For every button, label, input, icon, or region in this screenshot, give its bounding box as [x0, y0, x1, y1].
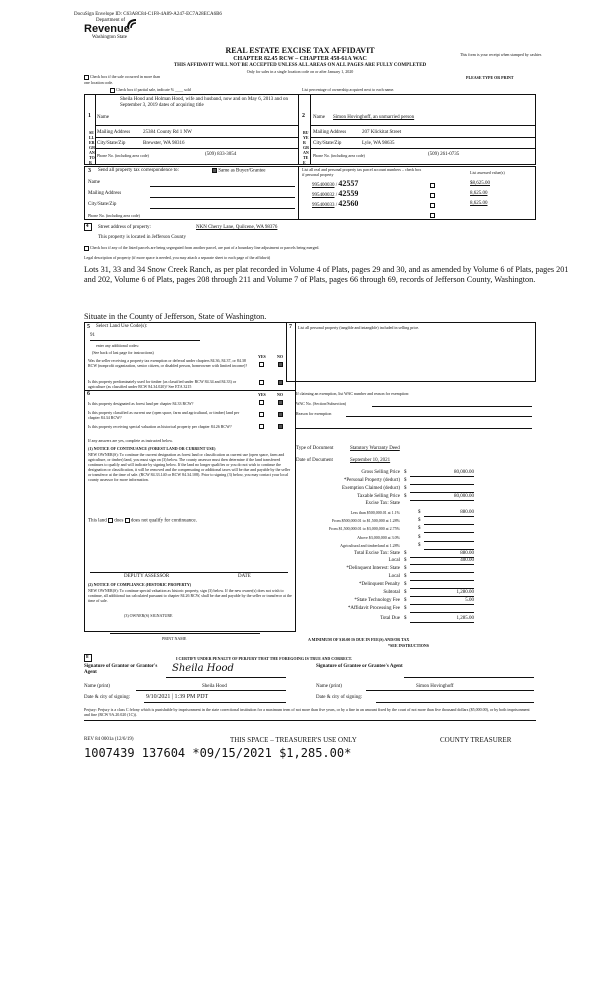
dollar-sign: $: [404, 590, 407, 595]
divider: [410, 572, 474, 573]
yes-header: YES: [258, 392, 266, 397]
divider: [150, 208, 295, 209]
street-label: Street address of property:: [98, 225, 151, 230]
divider: [296, 428, 532, 429]
same-as-buyer-label: Same as Buyer/Grantee: [218, 168, 266, 174]
tax-row-label: Less than $500,000.01 at 1.1%: [350, 510, 400, 515]
divider: [110, 633, 260, 634]
section-3-number: 3: [88, 168, 91, 174]
seller-phone: (509) 833-3054: [205, 152, 237, 157]
street-address: NKN Cherry Lane, Quilcene, WA 98376: [196, 225, 278, 230]
q5-1: Was the seller receiving a property tax exemption or deferral under chapters 84.36, 84.37, or 84.38 RCW (nonprofit organization, senior citizen, or disabled person, homeowner with limited income)?: [88, 358, 248, 368]
parcel-row: 995400033 / 42560: [312, 199, 359, 208]
grantor-date: 9/10/2021 | 1:39 PM PDT: [146, 694, 209, 700]
tax-row-label: Agricultural and timberland at 1.28%: [340, 543, 400, 548]
buyer-address-label: Mailing Address: [313, 130, 347, 135]
q6-1-no-checkbox[interactable]: [278, 400, 283, 405]
tax-row-label: Exemption Claimed (deduct): [341, 486, 400, 491]
parcel-value: 8,625.00: [470, 201, 488, 206]
divider: [404, 677, 534, 678]
personal-property-checkbox[interactable]: [430, 183, 435, 188]
agency-line1: Department of: [96, 18, 126, 23]
tax-row-label: *Affidavit Processing Fee: [347, 606, 400, 611]
sales-note: Only for sales in a single location code on or after January 1, 2020: [246, 69, 354, 74]
this-land-label: This land: [88, 518, 107, 524]
tax-row-label: *Personal Property (deduct): [343, 478, 400, 483]
divider: [310, 125, 536, 126]
buyer-phone: (509) 261-0735: [428, 152, 460, 157]
segregated-row[interactable]: [84, 245, 319, 251]
deputy-assessor-label: DEPUTY ASSESSOR: [124, 574, 170, 579]
divider: [366, 690, 534, 691]
q6-3-yes-checkbox[interactable]: [259, 424, 264, 429]
buyer-name: Simon Hovinghoff, an unmarried person: [333, 115, 415, 120]
print-name-label: PRINT NAME: [162, 636, 187, 641]
date-label: DATE: [238, 574, 251, 579]
perjury-note: Perjury: Perjury is a class C felony which is punishable by imprisonment in the state correctional institution for a maximum term of not more than five years, or by a fine in an amount fixed by the court of not more than five thousand dollars ($5,000.00), or by both imprisonment and fine (RCW 9A.20.020 (1C)).: [84, 707, 530, 717]
dollar-sign: $: [418, 543, 421, 548]
tax-row-value: 880.00: [460, 510, 474, 515]
divider: [310, 94, 311, 165]
wac-label: WAC No. (Section/Subsection): [296, 401, 347, 406]
grantor-name-print-label: Name (print): [84, 684, 110, 689]
multi-location-label: Check box if the sale occurred in more than one location code.: [84, 74, 160, 85]
dollar-sign: $: [404, 470, 407, 475]
segregated-label: Check box if any of the listed parcels are being segregated from another parcel, are part of a boundary line adjustment or parcels being merged.: [90, 245, 320, 250]
corr-name-label: Name: [88, 180, 100, 185]
dollar-sign: $: [404, 606, 407, 611]
buyer-side-label: BUYER GRANTEE: [303, 130, 309, 165]
sold-label: sold: [184, 87, 191, 92]
additional-codes-label: enter any additional codes:: [96, 343, 139, 348]
no-header: NO: [277, 354, 283, 359]
divider: [372, 406, 532, 407]
dollar-sign: $: [418, 518, 421, 523]
tax-correspondence-label: Send all property tax correspondence to:: [98, 168, 179, 173]
divider: [424, 532, 474, 533]
divider: [424, 516, 474, 517]
tax-row-label: *State Technology Fee: [354, 598, 400, 603]
does-label: does: [114, 518, 124, 524]
dollar-sign: $: [404, 574, 407, 579]
form-title: REAL ESTATE EXCISE TAX AFFIDAVIT: [225, 46, 375, 55]
divider: [150, 197, 295, 198]
seller-name-label: Name: [97, 115, 109, 120]
q6-3-no-checkbox[interactable]: [278, 424, 283, 429]
continuance-row: [88, 518, 197, 525]
print-note: PLEASE TYPE OR PRINT: [466, 75, 514, 80]
grantor-signature-label: Signature of Grantor or Grantor's Agent: [84, 664, 158, 675]
divider: [90, 572, 288, 573]
tax-row-label: *Delinquent Interest: State: [346, 566, 400, 571]
partial-sale-row[interactable]: Check box if partial sale, indicate % ____ sold: [110, 87, 191, 93]
checkbox[interactable]: [110, 88, 115, 93]
doc-type-label: Type of Document: [296, 446, 334, 451]
docusign-envelope-id: DocuSign Envelope ID: C63A8C84-C1F8-4A89-A247-EC7A28ECA6B6: [74, 12, 222, 17]
q6-2-yes-checkbox[interactable]: [259, 412, 264, 417]
q5-1-no-checkbox[interactable]: [278, 362, 283, 367]
section-7-number: 7: [289, 324, 292, 330]
parcels-header: List all real and personal property tax parcel account numbers – check box if personal property: [302, 167, 422, 177]
ownership-note: List percentage of ownership acquired next to each name.: [302, 87, 395, 92]
corr-city-label: City/State/Zip: [88, 202, 117, 207]
divider: [310, 148, 536, 149]
divider: [95, 125, 298, 126]
treasurer-stamp: 1007439 137604 *09/15/2021 $1,285.00*: [84, 746, 352, 760]
agency-name: Revenue: [84, 23, 130, 35]
divider: [95, 148, 298, 149]
personal-property-label: List all personal property (tangible and intangible) included in selling price.: [298, 325, 420, 330]
owner-signature-label: (3) OWNER(S) SIGNATURE: [124, 613, 173, 618]
q5-2-no-checkbox[interactable]: [278, 380, 283, 385]
parcel-value: $8,625.00: [470, 181, 490, 186]
q6-1: Is this property designated as forest land per chapter 84.33 RCW?: [88, 401, 194, 406]
seller-phone-label: Phone No. (including area code): [97, 153, 149, 158]
tax-row-label: Local: [388, 574, 400, 579]
land-use-value: 91: [90, 333, 95, 338]
section-8-number: 8: [86, 655, 89, 660]
q6-3: Is this property receiving special valuation as historical property per chapter 84.26 RCW?: [88, 424, 232, 429]
divider: [346, 416, 532, 417]
tax-row-value: 1,280.00: [456, 590, 474, 595]
divider: [410, 604, 474, 605]
dollar-sign: $: [418, 510, 421, 515]
notice1-body: NEW OWNER(S): To continue the current designation as forest land or classification as current use (open space, farm and agriculture, or timber) land, you must sign on (3) below. The county assessor must then determine if the land transferred continues to qualify and will indicate by signing below. If the land no longer qualifies or you do not wish to continue the designation or classification, it will be removed and the compensating or additional taxes will be due and payable by the seller or transferor at the time of sale. (RCW 84.33.140 or RCW 84.34.108). Prior to signing (3) below, you may contact your local county assessor for more information.: [88, 452, 291, 482]
assessed-value-header: List assessed value(s): [470, 170, 505, 175]
tax-row-label: Excise Tax: State: [365, 501, 400, 506]
see-back-note: (See back of last page for instructions): [92, 350, 154, 355]
q6-1-yes-checkbox[interactable]: [259, 400, 264, 405]
divider: [298, 166, 299, 220]
q5-2: Is this property predominately used for timber (as classified under RCW 84.34 and 84.33) or agriculture (as classified under RCW 84.34.020)? See ETA 3215: [88, 379, 237, 389]
dollar-sign: $: [404, 566, 407, 571]
dollar-sign: $: [404, 551, 407, 556]
tax-row-label: From $500,000.01 to $1,500,000 at 1.28%: [332, 518, 400, 523]
grantor-signature: Sheila Hood: [172, 663, 234, 674]
multi-location-checkbox-row[interactable]: [84, 74, 164, 85]
seller-address: 25384 County Rd 1 NW: [143, 130, 192, 135]
divider: [144, 702, 286, 703]
yes-header: YES: [258, 354, 266, 359]
seller-side-label: SELLER GRANTOR: [89, 130, 95, 165]
tax-row-label: Local: [388, 558, 400, 563]
divider: [410, 492, 474, 493]
notice2-body: NEW OWNER(S): To continue special valuation as historic property, sign (3) below. If the new owner(s) does not wish to continue, all additional tax calculated pursuant to chapter 84.26 RCW, shall be due and payable by the seller or transferor at the time of sale.: [88, 588, 292, 603]
buyer-phone-label: Phone No. (including area code): [313, 153, 365, 158]
divider: [298, 94, 299, 165]
section-7-box: [286, 322, 536, 382]
if-yes-note: If any answers are yes, complete as instructed below.: [88, 438, 173, 443]
divider: [410, 622, 474, 623]
form-subtitle: CHAPTER 82.45 RCW – CHAPTER 458-61A WAC: [233, 56, 367, 62]
q6-2-no-checkbox[interactable]: [278, 412, 283, 417]
corr-phone-label: Phone No. (including area code): [88, 213, 140, 218]
doc-date-label: Date of Document: [296, 458, 333, 463]
corr-address-label: Mailing Address: [88, 191, 122, 196]
situate-line: Situate in the County of Jefferson, State of Washington.: [84, 312, 267, 321]
grantor-name-print: Sheila Hood: [202, 684, 227, 689]
divider: [424, 541, 474, 542]
tax-row-label: *Delinquent Penalty: [359, 582, 400, 587]
seller-address-label: Mailing Address: [97, 130, 131, 135]
parcel-handwritten: 42560: [338, 199, 359, 208]
parcel-row: 995400032 / 42559: [312, 189, 359, 198]
dollar-sign: $: [418, 526, 421, 531]
q6-2: Is this property classified as current use (open space, farm and agricultural, or timber) land per chapter 84.34 RCW?: [88, 410, 240, 420]
q5-1-yes-checkbox[interactable]: [259, 362, 264, 367]
dollar-sign: $: [404, 616, 407, 621]
section-5-number: 5: [87, 324, 90, 330]
agency-line3: Washington State: [92, 35, 128, 40]
seller-name: Sheila Hood and Holman Hood, wife and husband, now and on May 6, 2013 and on September 3, 2019 dates of acquiring title: [120, 97, 289, 108]
seller-city: Brewster, WA 98316: [143, 141, 185, 146]
divider: [424, 524, 474, 525]
divider: [410, 596, 474, 597]
parcel-handwritten: 42557: [338, 179, 359, 188]
divider: [95, 137, 298, 138]
divider: [410, 484, 474, 485]
rev-number: REV 84 0001a (12/6/19): [84, 737, 134, 742]
revenue-logo-icon: [126, 18, 138, 30]
grantor-date-label: Date & city of signing:: [84, 695, 131, 700]
grantee-name-print-label: Name (print): [316, 684, 342, 689]
no-header: NO: [277, 392, 283, 397]
tax-row-label: Above $3,000,000 at 3.0%: [357, 535, 400, 540]
same-as-buyer-row[interactable]: [212, 168, 265, 175]
form-warning: THIS AFFIDAVIT WILL NOT BE ACCEPTED UNLESS ALL AREAS ON ALL PAGES ARE FULLY COMPLETED: [173, 63, 427, 68]
notice1-title: (1) NOTICE OF CONTINUANCE (FOREST LAND OR CURRENT USE): [88, 446, 216, 451]
tax-row-label: Total Excise Tax: State: [353, 551, 400, 556]
tax-row-value: 5.00: [465, 598, 474, 603]
parcel-number: 995400033: [312, 203, 335, 208]
grantee-date-label: Date & city of signing:: [316, 695, 363, 700]
divider: [136, 690, 286, 691]
parcel-value: 8,625.00: [470, 191, 488, 196]
see-instructions: *SEE INSTRUCTIONS: [388, 643, 430, 648]
minimum-fee-note: A MINIMUM OF $10.00 IS DUE IN FEE(S) AND/OR TAX: [308, 637, 410, 642]
dollar-sign: $: [418, 535, 421, 540]
divider: [410, 500, 474, 501]
exemption-label: If claiming an exemption, list WAC number and reason for exemption:: [296, 391, 410, 396]
tax-row-value: 400.00: [460, 558, 474, 563]
tax-row-label: Subtotal: [383, 590, 400, 595]
section-1-number: 1: [88, 113, 91, 119]
parcel-number: 995400032: [312, 193, 335, 198]
divider: [424, 549, 474, 550]
land-use-label: Select Land Use Code(s):: [96, 324, 148, 329]
tax-row-label: Total Due: [380, 616, 400, 621]
agency-logo: [84, 18, 130, 41]
legal-description: Lots 31, 33 and 34 Snow Creek Ranch, as per plat recorded in Volume 4 of Plats, pages 29 and 30, and as amended by Volume 6 of Plats, pages 201 and 202, Volume 6 of Plats, pages 208 through 211 and Volume 7 of Plats, pages 66 through 69, records of Jefferson County, Washington.: [84, 265, 569, 284]
buyer-city: Lyle, WA 98635: [362, 141, 395, 146]
does-not-label: does not qualify for continuance.: [130, 518, 197, 524]
treasurer-space: THIS SPACE – TREASURER'S USE ONLY: [230, 736, 357, 744]
divider: [166, 677, 286, 678]
parcel-handwritten: 42559: [338, 189, 359, 198]
divider: [410, 476, 474, 477]
reason-label: Reason for exemption: [296, 411, 332, 416]
personal-property-checkbox[interactable]: [430, 213, 435, 218]
legal-note: Legal description of property (if more space is needed, you may attach a separate sheet to each page of the affidavit): [84, 255, 271, 260]
divider: [410, 588, 474, 589]
county-treasurer: COUNTY TREASURER: [440, 736, 512, 744]
grantee-name-print: Simon Hovinghoff: [416, 684, 454, 689]
divider: [150, 186, 295, 187]
dollar-sign: $: [404, 582, 407, 587]
section-6-number: 6: [87, 391, 90, 397]
tax-row-value: 880.00: [460, 551, 474, 556]
partial-sale-label: Check box if partial sale, indicate %: [116, 87, 175, 92]
divider: [376, 702, 534, 703]
divider: [410, 580, 474, 581]
personal-property-checkbox[interactable]: [430, 193, 435, 198]
divider: [95, 94, 96, 165]
tax-row-label: Taxable Selling Price: [357, 494, 400, 499]
dollar-sign: $: [404, 558, 407, 563]
does-checkbox[interactable]: [108, 518, 113, 523]
grantee-signature-label: Signature of Grantee or Grantee's Agent: [316, 664, 403, 669]
divider: [410, 564, 474, 565]
tax-row-value: 80,000.00: [454, 470, 474, 475]
does-not-checkbox[interactable]: [125, 518, 130, 523]
receipt-note: This form is your receipt when stamped by cashier.: [460, 52, 542, 57]
tax-row-label: Gross Selling Price: [361, 470, 400, 475]
doc-type-value: Statutory Warranty Deed: [350, 446, 400, 451]
tax-row-label: From $1,500,000.01 to $3,000,000 at 2.75%: [329, 526, 400, 531]
notice2-title: (2) NOTICE OF COMPLIANCE (HISTORIC PROPERTY): [88, 582, 192, 587]
buyer-address: 207 Klickitat Street: [362, 130, 402, 135]
county-note: This property is located in Jefferson County: [98, 235, 186, 240]
dollar-sign: $: [404, 494, 407, 499]
divider: [90, 340, 200, 341]
tax-row-value: 1,285.00: [456, 616, 474, 621]
checkbox[interactable]: [212, 168, 217, 173]
section-4-number: 4: [86, 224, 89, 229]
dollar-sign: $: [404, 598, 407, 603]
buyer-city-label: City/State/Zip: [313, 141, 342, 146]
personal-property-checkbox[interactable]: [430, 203, 435, 208]
divider: [84, 390, 296, 391]
certify-statement: I CERTIFY UNDER PENALTY OF PERJURY THAT THE FOREGOING IS TRUE AND CORRECT.: [176, 656, 353, 661]
parcel-row: 995400030 / 42557: [312, 179, 359, 188]
divider: [84, 720, 536, 721]
section-2-number: 2: [302, 113, 305, 119]
divider: [310, 137, 536, 138]
seller-city-label: City/State/Zip: [97, 141, 126, 146]
divider: [410, 612, 474, 613]
doc-date-value: September 10, 2021: [350, 458, 391, 463]
buyer-name-label: Name: [313, 115, 325, 120]
checkbox[interactable]: [84, 246, 89, 251]
dollar-sign: $: [404, 486, 407, 491]
dollar-sign: $: [404, 478, 407, 483]
parcel-number: 995400030: [312, 183, 335, 188]
tax-row-value: 80,000.00: [454, 494, 474, 499]
q5-2-yes-checkbox[interactable]: [259, 380, 264, 385]
